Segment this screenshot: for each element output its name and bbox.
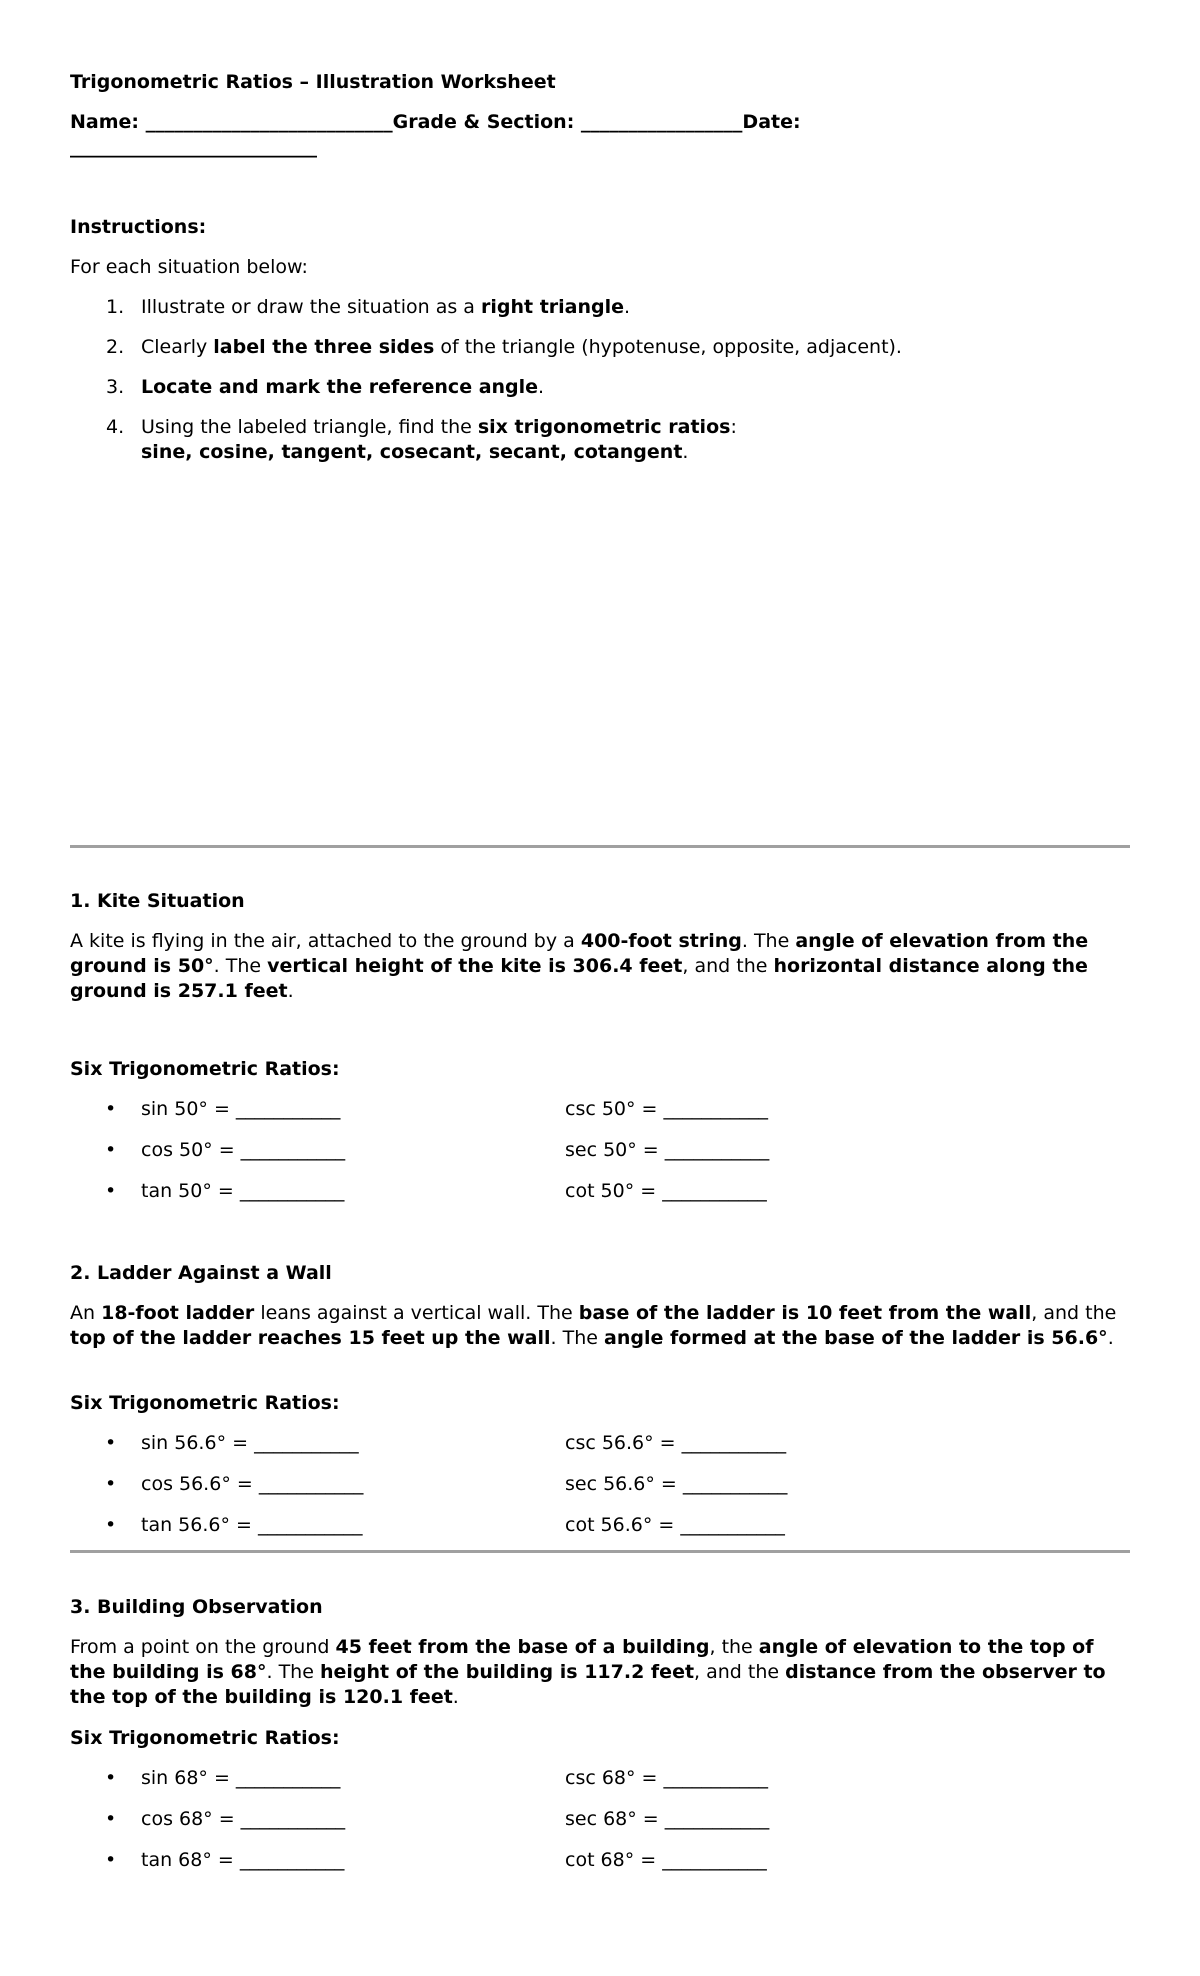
para-text: . The [266,1661,320,1683]
item-emphasis: sine, cosine, tangent, cosecant, secant, cotangent [141,441,683,463]
section-divider [70,1550,1130,1553]
para-emphasis: top of the ladder reaches 15 feet up the wall [70,1327,551,1349]
bullet-icon: • [105,1432,117,1454]
para-emphasis: base of the ladder is 10 feet from the wall [578,1302,1032,1324]
date-field[interactable]: __________________________ [70,136,317,158]
ratio-csc[interactable]: csc 56.6° = ___________ [565,1432,787,1454]
ratio-row [70,1766,1130,1807]
section-paragraph-building [70,1635,1130,1710]
para-text: . The [550,1327,604,1349]
ratio-sin[interactable]: sin 56.6° = ___________ [141,1432,359,1454]
section-heading-ladder: 2. Ladder Against a Wall [70,1262,332,1284]
instruction-item-1 [70,295,1130,320]
para-emphasis: vertical height of the kite is 306.4 feet [267,955,683,977]
para-text: , and the [694,1661,786,1683]
item-text: . [624,296,631,318]
ratios-list-ladder [70,1431,1130,1554]
ratios-heading-ladder: Six Trigonometric Ratios: [70,1392,340,1414]
ratio-row [70,1472,1130,1513]
para-text: . The [213,955,268,977]
ratio-cos[interactable]: cos 68° = ___________ [141,1808,346,1830]
grade-section-label: Grade & Section: [392,111,581,133]
section-paragraph-kite [70,929,1130,1004]
item-text: . [682,441,689,463]
para-text: . [1107,1327,1114,1349]
item-emphasis: right triangle [481,296,625,318]
bullet-icon: • [105,1139,117,1161]
para-text: , and the [1031,1302,1117,1324]
ratio-cos[interactable]: cos 56.6° = ___________ [141,1473,364,1495]
item-text: Using the labeled triangle, find the [141,416,478,438]
item-text: Clearly [141,336,214,358]
item-text: : [730,416,737,438]
ratios-list-kite [70,1097,1130,1220]
item-text: . [538,376,545,398]
ratio-tan[interactable]: tan 56.6° = ___________ [141,1514,363,1536]
ratio-sec[interactable]: sec 68° = ___________ [565,1808,770,1830]
instructions-list [70,295,1130,480]
para-text: An [70,1302,102,1324]
para-text: . [287,980,294,1002]
ratio-row [70,1513,1130,1554]
para-text: . The [741,930,796,952]
ratio-row [70,1431,1130,1472]
ratio-row [70,1097,1130,1138]
para-text: . [452,1686,459,1708]
item-emphasis: six trigonometric ratios [477,416,731,438]
ratio-sin[interactable]: sin 50° = ___________ [141,1098,341,1120]
instructions-heading: Instructions: [70,216,207,238]
para-emphasis: horizontal distance along the ground is 257.1 feet [70,955,1088,1002]
name-label: Name: [70,111,146,133]
para-emphasis: angle of elevation to the top of the building is 68° [70,1636,1094,1683]
section-divider [70,845,1130,848]
bullet-icon: • [105,1767,117,1789]
ratios-list-building [70,1766,1130,1889]
ratio-sin[interactable]: sin 68° = ___________ [141,1767,341,1789]
para-emphasis: height of the building is 117.2 feet [319,1661,695,1683]
item-emphasis: label the three sides [213,336,435,358]
ratios-heading-kite: Six Trigonometric Ratios: [70,1058,340,1080]
bullet-icon: • [105,1514,117,1536]
item-text: Illustrate or draw the situation as a [141,296,481,318]
item-number: 2. [106,336,125,358]
ratio-cot[interactable]: cot 56.6° = ___________ [565,1514,785,1536]
bullet-icon: • [105,1473,117,1495]
worksheet-title: Trigonometric Ratios – Illustration Worksheet [70,71,556,93]
section-paragraph-ladder [70,1301,1130,1351]
ratio-cos[interactable]: cos 50° = ___________ [141,1139,346,1161]
ratios-heading-building: Six Trigonometric Ratios: [70,1727,340,1749]
bullet-icon: • [105,1849,117,1871]
para-emphasis: 400-foot string [580,930,742,952]
para-text: , and the [682,955,774,977]
item-text: of the triangle (hypotenuse, opposite, adjacent). [434,336,902,358]
ratio-row [70,1807,1130,1848]
bullet-icon: • [105,1808,117,1830]
para-emphasis: 18-foot ladder [101,1302,255,1324]
bullet-icon: • [105,1098,117,1120]
instructions-intro: For each situation below: [70,256,308,278]
student-info-line [70,110,1140,135]
grade-section-field[interactable]: _________________ [580,111,743,133]
instruction-item-2 [70,335,1130,360]
item-number: 4. [106,416,125,438]
ratio-row [70,1138,1130,1179]
para-text: A kite is flying in the air, attached to the ground by a [70,930,581,952]
ratio-row [70,1848,1130,1889]
date-label: Date: [742,111,801,133]
para-text: From a point on the ground [70,1636,336,1658]
section-heading-kite: 1. Kite Situation [70,890,245,912]
para-text: leans against a vertical wall. The [254,1302,579,1324]
instruction-item-4 [70,415,1130,465]
item-number: 1. [106,296,125,318]
instruction-item-3 [70,375,1130,400]
para-emphasis: angle formed at the base of the ladder is 56.6° [604,1327,1108,1349]
para-text: , the [709,1636,759,1658]
ratio-cot[interactable]: cot 68° = ___________ [565,1849,767,1871]
ratio-csc[interactable]: csc 68° = ___________ [565,1767,769,1789]
ratio-tan[interactable]: tan 68° = ___________ [141,1849,345,1871]
section-heading-building: 3. Building Observation [70,1596,323,1618]
item-number: 3. [106,376,125,398]
ratio-tan[interactable]: tan 50° = ___________ [141,1180,345,1202]
para-emphasis: distance from the observer to the top of the building is 120.1 feet [70,1661,1106,1708]
ratio-cot[interactable]: cot 50° = ___________ [565,1180,767,1202]
ratio-sec[interactable]: sec 56.6° = ___________ [565,1473,788,1495]
item-emphasis: Locate and mark the reference angle [141,376,539,398]
ratio-csc[interactable]: csc 50° = ___________ [565,1098,769,1120]
para-emphasis: 45 feet from the base of a building [335,1636,710,1658]
para-emphasis: angle of elevation from the ground is 50° [70,930,1089,977]
bullet-icon: • [105,1180,117,1202]
ratio-sec[interactable]: sec 50° = ___________ [565,1139,770,1161]
ratio-row [70,1179,1130,1220]
name-field[interactable]: __________________________ [145,111,393,133]
